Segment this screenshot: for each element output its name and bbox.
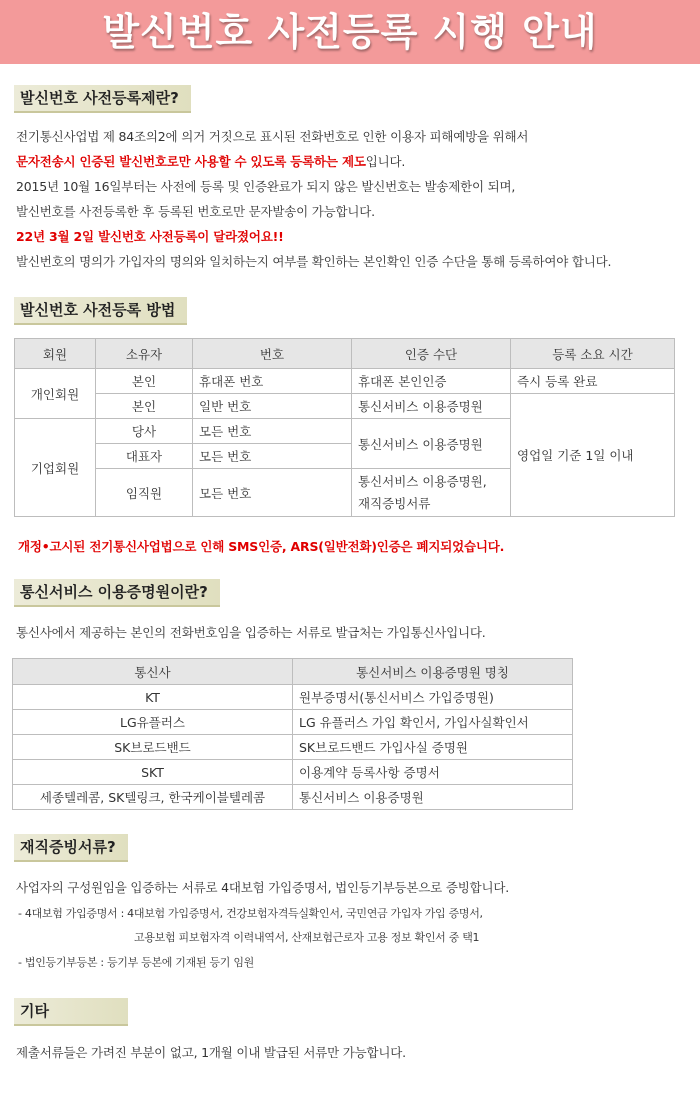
table-header: 소유자 — [96, 339, 193, 369]
owner-cell: 대표자 — [96, 444, 193, 469]
table-header: 번호 — [193, 339, 352, 369]
owner-cell: 임직원 — [96, 469, 193, 517]
carrier-cell: SK브로드밴드 — [13, 735, 293, 760]
paragraph-line: 통신사에서 제공하는 본인의 전화번호임을 입증하는 서류로 발급처는 가입통신사입니다. — [16, 625, 486, 640]
table-row — [13, 760, 573, 785]
number-cell: 모든 번호 — [193, 444, 352, 469]
auth-line: 재직증빙서류 — [358, 495, 431, 511]
number-cell: 모든 번호 — [193, 419, 352, 444]
paragraph-line: 2015년 10월 16일부터는 사전에 등록 및 인증완료가 되지 않은 발신번호는 발송제한이 되며, — [16, 179, 516, 194]
table-row — [13, 785, 573, 810]
carrier-table — [12, 658, 573, 810]
number-cell: 휴대폰 번호 — [193, 369, 352, 394]
table-header: 통신사 — [13, 659, 293, 685]
carrier-cell: 세종텔레콤, SK텔링크, 한국케이블텔레콤 — [13, 785, 293, 810]
registration-method-table — [14, 338, 675, 517]
paragraph-line: 발신번호를 사전등록한 후 등록된 번호로만 문자발송이 가능합니다. — [16, 204, 375, 219]
table-row — [13, 685, 573, 710]
paragraph-line: 사업자의 구성원임을 입증하는 서류로 4대보험 가입증명서, 법인등기부등본으로 증빙합니다. — [16, 880, 509, 895]
carrier-cell: KT — [13, 685, 293, 710]
owner-cell: 당사 — [96, 419, 193, 444]
owner-cell: 본인 — [96, 394, 193, 419]
highlight-text: 문자전송시 인증된 발신번호로만 사용할 수 있도록 등록하는 제도 — [16, 154, 366, 169]
table-row — [13, 710, 573, 735]
document-cell: 이용계약 등록사항 증명서 — [293, 760, 573, 785]
section-heading-registration-system: 발신번호 사전등록제란? — [14, 85, 191, 113]
section-heading-registration-method: 발신번호 사전등록 방법 — [14, 297, 187, 325]
document-cell: SK브로드밴드 가입사실 증명원 — [293, 735, 573, 760]
auth-cell: 통신서비스 이용증명원 — [352, 419, 511, 469]
section-heading-other: 기타 — [14, 998, 128, 1026]
list-item: - 4대보험 가입증명서 : 4대보험 가입증명서, 건강보험자격득실확인서, 국민연금 가입자 가입 증명서, — [18, 907, 483, 920]
notice-highlight: 22년 3월 2일 발신번호 사전등록이 달라졌어요!! — [16, 229, 284, 244]
auth-cell: 휴대폰 본인인증 — [352, 369, 511, 394]
list-item-continuation: 고용보험 피보험자격 이력내역서, 산재보험근로자 고용 정보 확인서 중 택1 — [134, 931, 480, 944]
table-row — [15, 394, 675, 419]
page-title: 발신번호 사전등록 시행 안내 — [102, 10, 598, 54]
carrier-cell: SKT — [13, 760, 293, 785]
table-header: 회원 — [15, 339, 96, 369]
section-heading-employment-proof: 재직증빙서류? — [14, 834, 128, 862]
auth-cell: 통신서비스 이용증명원 — [352, 394, 511, 419]
paragraph-line: 발신번호의 명의가 가입자의 명의와 일치하는지 여부를 확인하는 본인확인 인증 수단을 통해 등록하여야 합니다. — [16, 254, 612, 269]
member-type-cell: 개인회원 — [15, 369, 96, 419]
auth-cell — [352, 469, 511, 517]
member-type-cell: 기업회원 — [15, 419, 96, 517]
carrier-cell: LG유플러스 — [13, 710, 293, 735]
document-cell: 통신서비스 이용증명원 — [293, 785, 573, 810]
table-header: 통신서비스 이용증명원 명칭 — [293, 659, 573, 685]
auth-line: 통신서비스 이용증명원, — [358, 473, 487, 489]
section-heading-usage-certificate: 통신서비스 이용증명원이란? — [14, 579, 220, 607]
paragraph-text: 입니다. — [365, 154, 406, 169]
paragraph-line — [16, 152, 405, 170]
owner-cell: 본인 — [96, 369, 193, 394]
table-row — [13, 735, 573, 760]
table-header: 인증 수단 — [352, 339, 511, 369]
table-row — [15, 369, 675, 394]
list-item: - 법인등기부등본 : 등기부 등본에 기재된 등기 임원 — [18, 956, 254, 969]
notice-highlight: 개정•고시된 전기통신사업법으로 인해 SMS인증, ARS(일반전화)인증은 폐지되었습니다. — [18, 539, 505, 554]
table-header: 등록 소요 시간 — [511, 339, 675, 369]
paragraph-line: 전기통신사업법 제 84조의2에 의거 거짓으로 표시된 전화번호로 인한 이용자 피해예방을 위해서 — [16, 129, 529, 144]
time-cell: 영업일 기준 1일 이내 — [511, 394, 675, 517]
title-banner — [0, 0, 700, 64]
paragraph-line: 제출서류들은 가려진 부분이 없고, 1개월 이내 발급된 서류만 가능합니다. — [16, 1045, 406, 1060]
number-cell: 모든 번호 — [193, 469, 352, 517]
document-cell: LG 유플러스 가입 확인서, 가입사실확인서 — [293, 710, 573, 735]
document-cell: 원부증명서(통신서비스 가입증명원) — [293, 685, 573, 710]
time-cell: 즉시 등록 완료 — [511, 369, 675, 394]
number-cell: 일반 번호 — [193, 394, 352, 419]
